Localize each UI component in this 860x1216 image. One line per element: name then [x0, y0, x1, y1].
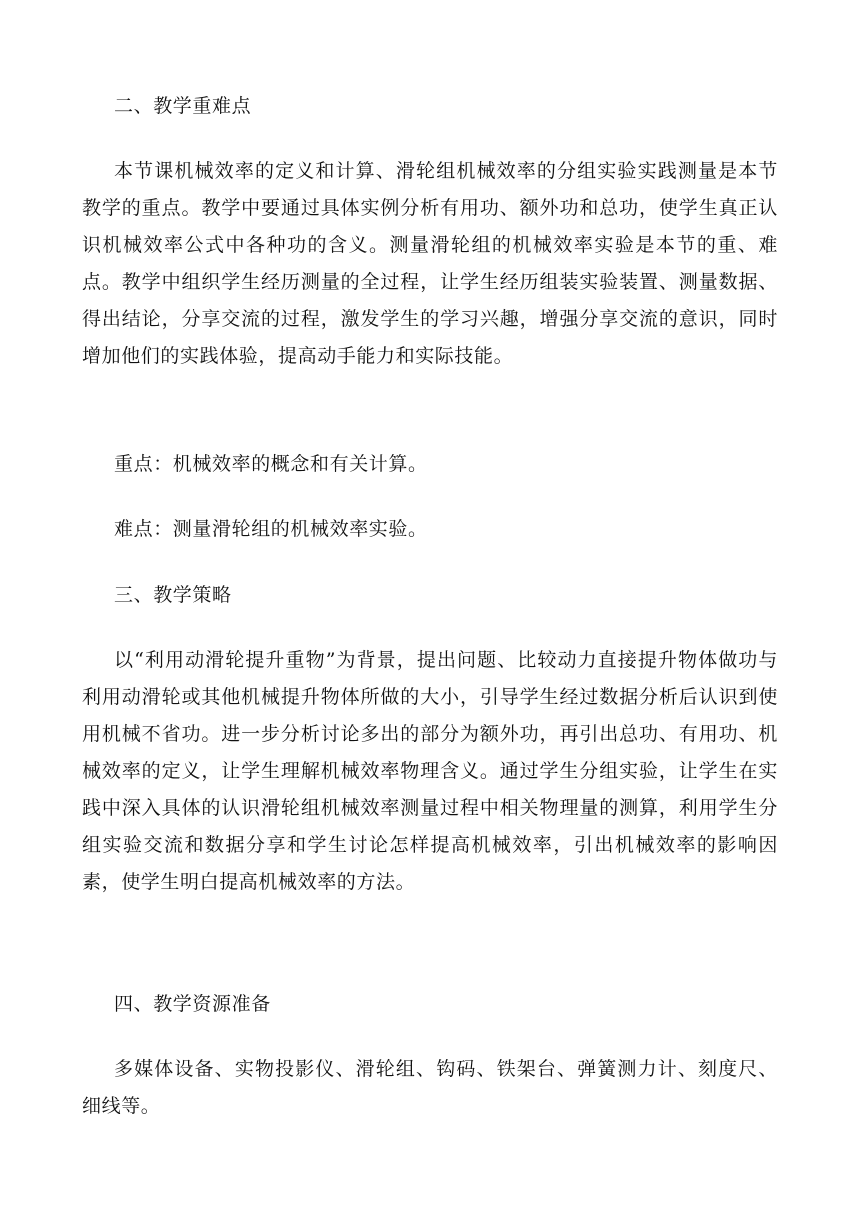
paragraph-resources-body: 多媒体设备、实物投影仪、滑轮组、钩码、铁架台、弹簧测力计、刻度尺、细线等。 — [82, 1058, 778, 1117]
key-point-line: 重点：机械效率的概念和有关计算。 — [114, 453, 428, 475]
section-heading-resources: 四、教学资源准备 — [114, 993, 271, 1015]
paragraph-difficulties-body: 本节课机械效率的定义和计算、滑轮组机械效率的分组实验实践测量是本节教学的重点。教学中要通过具体实例分析有用功、额外功和总功，使学生真正认识机械效率公式中各种功的含义。测量滑轮组的机械效率实验是本节的重、难点。教学中组织学生经历测量的全过程，让学生经历组装实验装置、测量数据、得出结论，分享交流的过程，激发学生的学习兴趣，增强分享交流的意识，同时增加他们的实践体验，提高动手能力和实际技能。 — [82, 160, 778, 367]
section-heading-difficulties: 二、教学重难点 — [114, 95, 252, 117]
difficult-point-line: 难点：测量滑轮组的机械效率实验。 — [114, 518, 428, 540]
paragraph-strategy-body: 以“利用动滑轮提升重物”为背景，提出问题、比较动力直接提升物体做功与利用动滑轮或其他机械提升物体所做的大小，引导学生经过数据分析后认识到使用机械不省功。进一步分析讨论多出的部分为额外功，再引出总功、有用功、机械效率的定义，让学生理解机械效率物理含义。通过学生分组实验，让学生在实践中深入具体的认识滑轮组机械效率测量过程中相关物理量的测算，利用学生分组实验交流和数据分享和学生讨论怎样提高机械效率，引出机械效率的影响因素，使学生明白提高机械效率的方法。 — [82, 649, 778, 893]
section-heading-strategy: 三、教学策略 — [114, 584, 232, 606]
